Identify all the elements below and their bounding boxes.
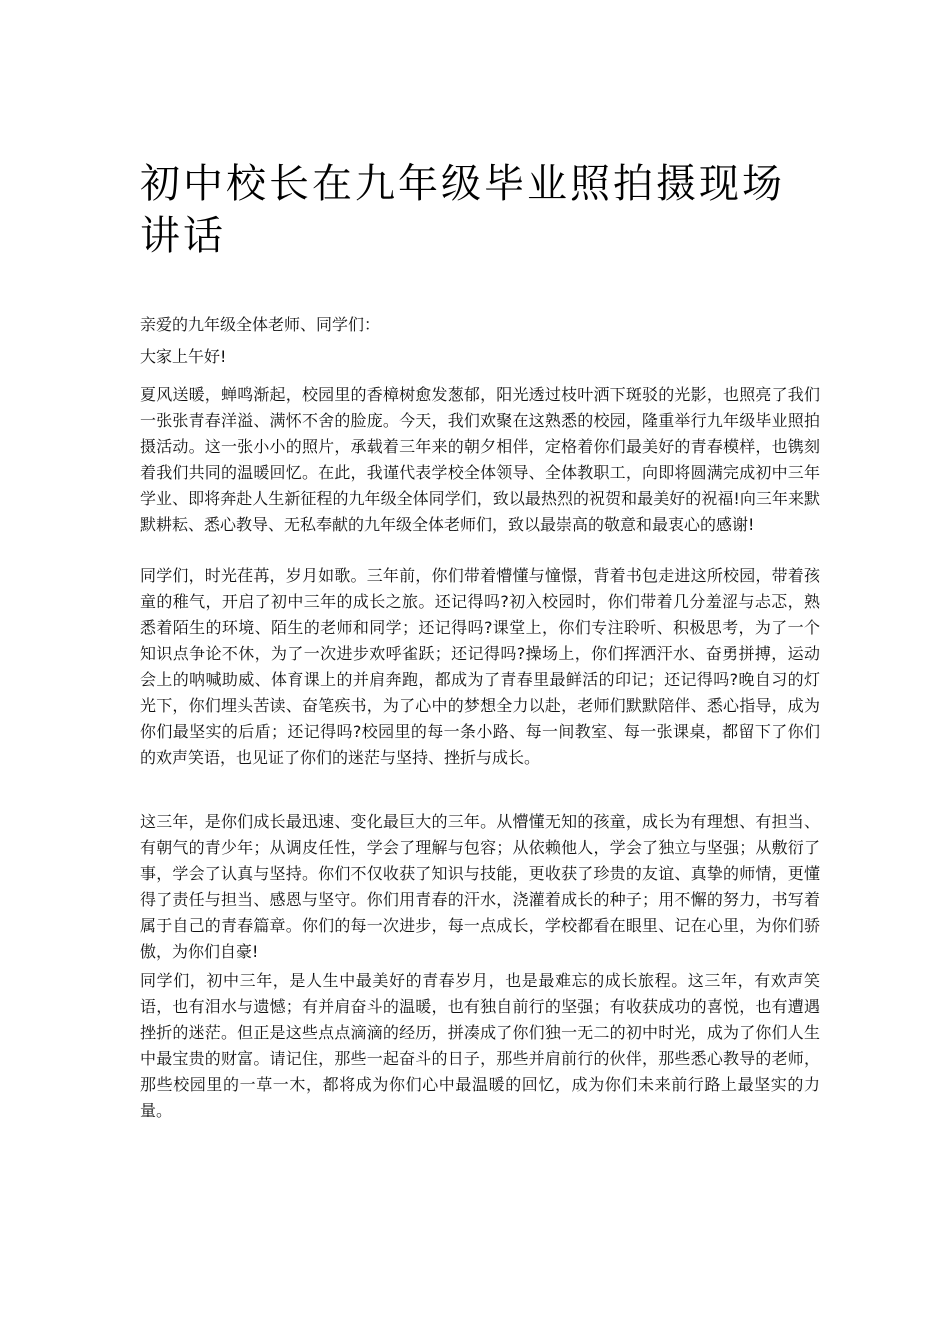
paragraph-memories: 同学们，时光荏苒，岁月如歌。三年前，你们带着懵懂与憧憬，背着书包走进这所校园，带着孩童的稚气，开启了初中三年的成长之旅。还记得吗?初入校园时，你们带着几分羞涩与忐忑，熟悉着陌生的环境、陌生的老师和同学；还记得吗?课堂上，你们专注聆听、积极思考，为了一个知识点争论不休，为了一次进步欢呼雀跃；还记得吗?操场上，你们挥洒汗水、奋勇拼搏，运动会上的呐喊助威、体育课上的并肩奔跑，都成为了青春里最鲜活的印记；还记得吗?晚自习的灯光下，你们埋头苦读、奋笔疾书，为了心中的梦想全力以赴，老师们默默陪伴、悉心指导，成为你们最坚实的后盾；还记得吗?校园里的每一条小路、每一间教室、每一张课桌，都留下了你们的欢声笑语，也见证了你们的迷茫与坚持、挫折与成长。: [140, 566, 820, 767]
paragraph-growth: 这三年，是你们成长最迅速、变化最巨大的三年。从懵懂无知的孩童，成长为有理想、有担当、有朝气的青少年；从调皮任性，学会了理解与包容；从依赖他人，学会了独立与坚强；从敷衍了事，学会了认真与坚持。你们不仅收获了知识与技能，更收获了珍贵的友谊、真挚的师情，更懂得了责任与担当、感恩与坚守。你们用青春的汗水，浇灌着成长的种子；用不懈的努力，书写着属于自己的青春篇章。你们的每一次进步，每一点成长，学校都看在眼里、记在心里，为你们骄傲，为你们自豪!: [140, 812, 820, 961]
paragraph-reflection: 同学们，初中三年，是人生中最美好的青春岁月，也是最难忘的成长旅程。这三年，有欢声笑语，也有泪水与遗憾；有并肩奋斗的温暖，也有独自前行的坚强；有收获成功的喜悦，也有遭遇挫折的迷茫。但正是这些点点滴滴的经历，拼凑成了你们独一无二的初中时光，成为了你们人生中最宝贵的财富。请记住，那些一起奋斗的日子，那些并肩前行的伙伴，那些悉心教导的老师，那些校园里的一草一木，都将成为你们心中最温暖的回忆，成为你们未来前行路上最坚实的力量。: [140, 971, 820, 1120]
salutation: 亲爱的九年级全体老师、同学们：: [140, 315, 381, 334]
greeting: 大家上午好!: [140, 347, 227, 366]
document-title: 初中校长在九年级毕业照拍摄现场讲话: [140, 161, 785, 259]
paragraph-opening: 夏风送暖，蝉鸣渐起，校园里的香樟树愈发葱郁，阳光透过枝叶洒下斑驳的光影，也照亮了我们一张张青春洋溢、满怀不舍的脸庞。今天，我们欢聚在这熟悉的校园，隆重举行九年级毕业照拍摄活动。这一张小小的照片，承载着三年来的朝夕相伴，定格着你们最美好的青春模样，也镌刻着我们共同的温暖回忆。在此，我谨代表学校全体领导、全体教职工，向即将圆满完成初中三年学业、即将奔赴人生新征程的九年级全体同学们，致以最热烈的祝贺和最美好的祝福!向三年来默默耕耘、悉心教导、无私奉献的九年级全体老师们，致以最崇高的敬意和最衷心的感谢!: [140, 385, 820, 534]
